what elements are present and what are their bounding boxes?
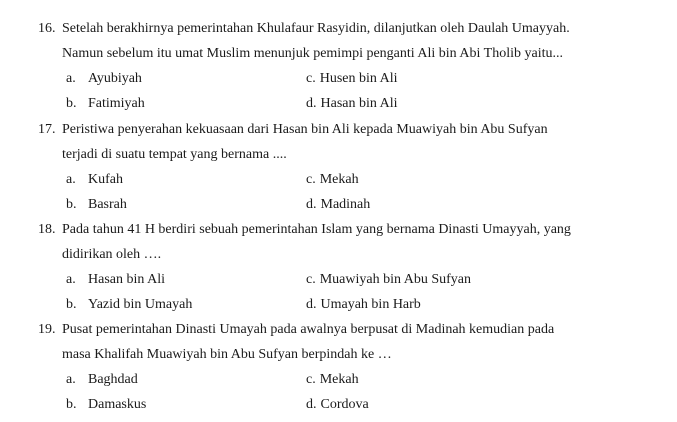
question-text-line-2: terjadi di suatu tempat yang bernama .... (62, 147, 287, 162)
option-c[interactable] (306, 371, 359, 389)
question-text-line-1: Pusat pemerintahan Dinasti Umayah pada awalnya berpusat di Madinah kemudian pada (62, 322, 555, 337)
option-text: Umayah bin Harb (320, 297, 421, 312)
option-letter: a. (66, 172, 76, 187)
option-d[interactable] (306, 95, 398, 113)
option-text: Husen bin Ali (319, 71, 398, 86)
question-text-line-1: Setelah berakhirnya pemerintahan Khulafaur Rasyidin, dilanjutkan oleh Daulah Umayyah. (62, 21, 570, 36)
option-letter: c. (306, 172, 316, 187)
option-d[interactable] (306, 196, 370, 214)
option-text: Yazid bin Umayah (88, 297, 193, 312)
option-letter: c. (306, 272, 316, 287)
option-letter: b. (66, 297, 77, 312)
option-text: Madinah (320, 197, 371, 212)
option-letter: b. (66, 397, 77, 412)
option-letter: a. (66, 372, 76, 387)
question-text-line-1: Peristiwa penyerahan kekuasaan dari Hasan bin Ali kepada Muawiyah bin Abu Sufyan (62, 122, 548, 137)
option-c[interactable] (306, 271, 471, 289)
option-b[interactable] (66, 95, 145, 113)
option-text: Mekah (319, 172, 359, 187)
option-letter: b. (66, 96, 77, 111)
question-number: 16. (38, 21, 56, 36)
option-a[interactable] (66, 271, 165, 289)
question-text-line-2: masa Khalifah Muawiyah bin Abu Sufyan berpindah ke … (62, 347, 392, 362)
option-letter: a. (66, 71, 76, 86)
option-text: Fatimiyah (88, 96, 145, 111)
option-text: Kufah (88, 172, 123, 187)
option-c[interactable] (306, 171, 359, 189)
option-letter: c. (306, 71, 316, 86)
question-text-line-1: Pada tahun 41 H berdiri sebuah pemerintahan Islam yang bernama Dinasti Umayyah, yang (62, 222, 571, 237)
question-text-line-2: Namun sebelum itu umat Muslim menunjuk pemimpi penganti Ali bin Abi Tholib yaitu... (62, 46, 563, 61)
option-text: Muawiyah bin Abu Sufyan (319, 272, 471, 287)
question-text-line-2: didirikan oleh …. (62, 247, 162, 262)
option-text: Cordova (320, 397, 369, 412)
question-number: 19. (38, 322, 56, 337)
option-letter: a. (66, 272, 76, 287)
option-text: Ayubiyah (88, 71, 142, 86)
option-text: Basrah (88, 197, 127, 212)
option-letter: b. (66, 197, 77, 212)
option-a[interactable] (66, 70, 142, 88)
option-b[interactable] (66, 296, 192, 314)
option-c[interactable] (306, 70, 398, 88)
option-a[interactable] (66, 171, 123, 189)
option-text: Mekah (319, 372, 359, 387)
option-letter: d. (306, 197, 317, 212)
option-letter: d. (306, 297, 317, 312)
question-number: 18. (38, 222, 56, 237)
option-d[interactable] (306, 396, 369, 414)
option-letter: d. (306, 397, 317, 412)
option-a[interactable] (66, 371, 138, 389)
option-d[interactable] (306, 296, 421, 314)
option-text: Hasan bin Ali (88, 272, 165, 287)
option-text: Baghdad (88, 372, 138, 387)
question-number: 17. (38, 122, 56, 137)
option-letter: d. (306, 96, 317, 111)
option-letter: c. (306, 372, 316, 387)
option-text: Hasan bin Ali (320, 96, 398, 111)
option-b[interactable] (66, 396, 146, 414)
option-b[interactable] (66, 196, 127, 214)
option-text: Damaskus (88, 397, 147, 412)
